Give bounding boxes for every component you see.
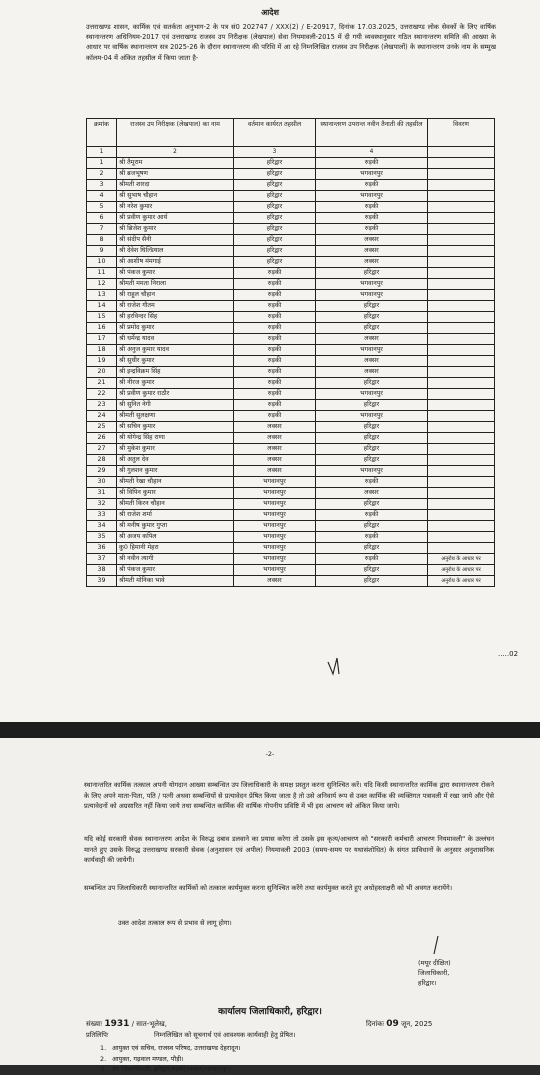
new-tehsil-cell: भगवानपुर bbox=[316, 411, 428, 422]
name-cell: श्री योगेन्द्र सिंह राणा bbox=[117, 433, 234, 444]
header-new-tehsil: स्थानान्तरण उपरान्त नवीन तैनाती की तहसील bbox=[316, 119, 428, 147]
colnum-4: 4 bbox=[316, 147, 428, 158]
serial-cell: 38 bbox=[87, 565, 117, 576]
current-tehsil-cell: रुड़की bbox=[234, 356, 316, 367]
serial-cell: 5 bbox=[87, 202, 117, 213]
name-cell: श्री राहुल चौहान bbox=[117, 290, 234, 301]
serial-cell: 15 bbox=[87, 312, 117, 323]
remarks-cell bbox=[428, 510, 495, 521]
name-cell: श्री सुभाष चौहान bbox=[117, 191, 234, 202]
remarks-cell bbox=[428, 356, 495, 367]
remarks-cell bbox=[428, 312, 495, 323]
remarks-cell bbox=[428, 323, 495, 334]
new-tehsil-cell: रुड़की bbox=[316, 202, 428, 213]
remarks-cell bbox=[428, 488, 495, 499]
current-tehsil-cell: हरिद्वार bbox=[234, 257, 316, 268]
current-tehsil-cell: भगवानपुर bbox=[234, 499, 316, 510]
current-tehsil-cell: हरिद्वार bbox=[234, 246, 316, 257]
header-remarks: विवरण bbox=[428, 119, 495, 147]
current-tehsil-cell: रुड़की bbox=[234, 378, 316, 389]
list-item: 2. आयुक्त, गढ़वाल मण्डल, पौड़ी। bbox=[100, 1054, 184, 1063]
serial-cell: 24 bbox=[87, 411, 117, 422]
instruction-paragraph-3: सम्बन्धित उप जिलाधिकारी स्थानान्तरित कार्मिकों को तत्काल कार्यमुक्त करना सुनिश्चित करेंगे तथा कार्यमुक्त करते हुए अधोहस्ताक्षरी को भी अवगत करायेंगे। bbox=[84, 884, 453, 892]
serial-cell: 19 bbox=[87, 356, 117, 367]
name-cell: श्री धर्मेन्द्र यादव bbox=[117, 334, 234, 345]
name-cell: श्री गुलशन कुमार bbox=[117, 466, 234, 477]
new-tehsil-cell: हरिद्वार bbox=[316, 444, 428, 455]
name-cell: श्रीमती सुलक्षणा bbox=[117, 411, 234, 422]
remarks-cell bbox=[428, 389, 495, 400]
new-tehsil-cell: हरिद्वार bbox=[316, 499, 428, 510]
current-tehsil-cell: लक्सर bbox=[234, 422, 316, 433]
remarks-cell bbox=[428, 334, 495, 345]
serial-cell: 30 bbox=[87, 477, 117, 488]
table-row bbox=[87, 411, 495, 422]
new-tehsil-cell: हरिद्वार bbox=[316, 433, 428, 444]
new-tehsil-cell: रुड़की bbox=[316, 532, 428, 543]
remarks-cell bbox=[428, 257, 495, 268]
current-tehsil-cell: भगवानपुर bbox=[234, 510, 316, 521]
serial-cell: 4 bbox=[87, 191, 117, 202]
next-page-reference: .....02 bbox=[498, 650, 519, 658]
current-tehsil-cell: भगवानपुर bbox=[234, 543, 316, 554]
name-cell: श्री नवीन त्यागी bbox=[117, 554, 234, 565]
table-row bbox=[87, 521, 495, 532]
remarks-cell bbox=[428, 224, 495, 235]
name-cell: श्री हरविन्दर सिंह bbox=[117, 312, 234, 323]
table-row bbox=[87, 224, 495, 235]
current-tehsil-cell: भगवानपुर bbox=[234, 477, 316, 488]
current-tehsil-cell: हरिद्वार bbox=[234, 158, 316, 169]
remarks-cell bbox=[428, 367, 495, 378]
table-row bbox=[87, 576, 495, 587]
page-number: -2- bbox=[265, 750, 275, 758]
new-tehsil-cell: लक्सर bbox=[316, 334, 428, 345]
name-cell: श्री संदीप सैनी bbox=[117, 235, 234, 246]
initial-tick-mark bbox=[325, 652, 347, 678]
current-tehsil-cell: लक्सर bbox=[234, 455, 316, 466]
name-cell: श्री सचिन कुमार bbox=[117, 422, 234, 433]
current-tehsil-cell: रुड़की bbox=[234, 411, 316, 422]
serial-cell: 22 bbox=[87, 389, 117, 400]
name-cell: श्री पंकज कुमार bbox=[117, 565, 234, 576]
table-row bbox=[87, 180, 495, 191]
new-tehsil-cell: रुड़की bbox=[316, 224, 428, 235]
table-row bbox=[87, 279, 495, 290]
new-tehsil-cell: हरिद्वार bbox=[316, 312, 428, 323]
table-row bbox=[87, 488, 495, 499]
remarks-cell bbox=[428, 235, 495, 246]
name-cell: श्री ब्रजभूषण bbox=[117, 169, 234, 180]
current-tehsil-cell: हरिद्वार bbox=[234, 213, 316, 224]
remarks-cell bbox=[428, 213, 495, 224]
reference-number: 1931 bbox=[104, 1019, 130, 1029]
remarks-cell bbox=[428, 411, 495, 422]
serial-cell: 16 bbox=[87, 323, 117, 334]
new-tehsil-cell: लक्सर bbox=[316, 235, 428, 246]
current-tehsil-cell: रुड़की bbox=[234, 334, 316, 345]
new-tehsil-cell: हरिद्वार bbox=[316, 521, 428, 532]
table-header-row bbox=[87, 119, 495, 147]
new-tehsil-cell: रुड़की bbox=[316, 554, 428, 565]
signatory-name: (मयूर दीक्षित) bbox=[418, 959, 451, 967]
current-tehsil-cell: रुड़की bbox=[234, 301, 316, 312]
new-tehsil-cell: हरिद्वार bbox=[316, 323, 428, 334]
name-cell: श्री अतुल देव bbox=[117, 455, 234, 466]
new-tehsil-cell: हरिद्वार bbox=[316, 378, 428, 389]
new-tehsil-cell: लक्सर bbox=[316, 246, 428, 257]
instruction-paragraph-4: उक्त आदेश तत्काल रूप से प्रभाव से लागू होगा। bbox=[118, 919, 232, 927]
transfer-table-body bbox=[87, 158, 495, 587]
remarks-cell bbox=[428, 455, 495, 466]
name-cell: श्रीमती रेखा चौहान bbox=[117, 477, 234, 488]
serial-cell: 23 bbox=[87, 400, 117, 411]
signatory-block bbox=[418, 958, 451, 988]
date-line bbox=[366, 1019, 432, 1029]
name-cell: श्री प्रवीण कुमार राठौर bbox=[117, 389, 234, 400]
new-tehsil-cell: भगवानपुर bbox=[316, 466, 428, 477]
current-tehsil-cell: लक्सर bbox=[234, 466, 316, 477]
column-number-row bbox=[87, 147, 495, 158]
table-row bbox=[87, 499, 495, 510]
serial-cell: 28 bbox=[87, 455, 117, 466]
copy-recipient-list bbox=[100, 1043, 241, 1075]
header-name: राजस्व उप निरीक्षक (लेखपाल) का नाम bbox=[117, 119, 234, 147]
reference-label: संख्याः bbox=[86, 1020, 103, 1028]
serial-cell: 17 bbox=[87, 334, 117, 345]
remarks-cell bbox=[428, 433, 495, 444]
serial-cell: 39 bbox=[87, 576, 117, 587]
current-tehsil-cell: रुड़की bbox=[234, 268, 316, 279]
table-row bbox=[87, 466, 495, 477]
reference-number-line bbox=[86, 1019, 167, 1029]
remarks-cell bbox=[428, 400, 495, 411]
serial-cell: 25 bbox=[87, 422, 117, 433]
name-cell: श्री तैमूराम bbox=[117, 158, 234, 169]
instruction-paragraph-1: स्थानान्तरित कार्मिक तत्काल अपनी योगदान आख्या सम्बन्धित उप जिलाधिकारी के समक्ष प्रस्तुत करना सुनिश्चित करें। यदि किसी स्थानान्तरित कार्मिक द्वारा स्थानान्तरण रोकने के लिए अपने माता-पिता, पति / पत्नी अथवा सम्बन्धियों से प्रत्यावेदन प्रेषित किया जाता है तो उसे अनिवार्य रूप से उक्त कार्मिक की व्यक्तिगत पत्रावली में रखा जाये और ऐसे प्रत्यावेदनों को अग्रसारित नहीं किया जाये तथा सम्बन्धित कार्मिक की वार्षिक गोपनीय प्रविष्टि में भी इस आचरण को अंकित किया जाये। bbox=[84, 781, 494, 811]
serial-cell: 21 bbox=[87, 378, 117, 389]
current-tehsil-cell: हरिद्वार bbox=[234, 169, 316, 180]
name-cell: श्री इन्द्रविक्रम सिंह bbox=[117, 367, 234, 378]
remarks-cell bbox=[428, 158, 495, 169]
serial-cell: 7 bbox=[87, 224, 117, 235]
order-page-2 bbox=[0, 738, 540, 1073]
name-cell: श्री नीरज कुमार bbox=[117, 378, 234, 389]
new-tehsil-cell: रुड़की bbox=[316, 477, 428, 488]
table-row bbox=[87, 235, 495, 246]
serial-cell: 1 bbox=[87, 158, 117, 169]
table-row bbox=[87, 312, 495, 323]
remarks-cell bbox=[428, 202, 495, 213]
serial-cell: 26 bbox=[87, 433, 117, 444]
remarks-cell bbox=[428, 345, 495, 356]
new-tehsil-cell: रुड़की bbox=[316, 158, 428, 169]
current-tehsil-cell: लक्सर bbox=[234, 433, 316, 444]
serial-cell: 27 bbox=[87, 444, 117, 455]
serial-cell: 34 bbox=[87, 521, 117, 532]
serial-cell: 32 bbox=[87, 499, 117, 510]
new-tehsil-cell: भगवानपुर bbox=[316, 169, 428, 180]
signature-mark bbox=[428, 934, 444, 956]
remarks-cell bbox=[428, 444, 495, 455]
table-row bbox=[87, 202, 495, 213]
table-row bbox=[87, 378, 495, 389]
new-tehsil-cell: हरिद्वार bbox=[316, 301, 428, 312]
remarks-cell: अनुरोध के आधार पर bbox=[428, 576, 495, 587]
serial-cell: 35 bbox=[87, 532, 117, 543]
name-cell: श्रीमती मोनिका भावे bbox=[117, 576, 234, 587]
current-tehsil-cell: हरिद्वार bbox=[234, 191, 316, 202]
current-tehsil-cell: भगवानपुर bbox=[234, 488, 316, 499]
office-title: कार्यालय जिलाधिकारी, हरिद्वार। bbox=[218, 1007, 322, 1017]
name-cell: श्रीमती शारदा bbox=[117, 180, 234, 191]
new-tehsil-cell: लक्सर bbox=[316, 356, 428, 367]
remarks-cell bbox=[428, 532, 495, 543]
table-row bbox=[87, 345, 495, 356]
order-title: आदेश bbox=[261, 8, 279, 17]
table-row bbox=[87, 565, 495, 576]
current-tehsil-cell: हरिद्वार bbox=[234, 180, 316, 191]
current-tehsil-cell: रुड़की bbox=[234, 400, 316, 411]
colnum-2: 2 bbox=[117, 147, 234, 158]
colnum-3: 3 bbox=[234, 147, 316, 158]
date-label: दिनांकः bbox=[366, 1020, 385, 1028]
current-tehsil-cell: रुड़की bbox=[234, 290, 316, 301]
serial-cell: 31 bbox=[87, 488, 117, 499]
serial-cell: 18 bbox=[87, 345, 117, 356]
transfer-table bbox=[86, 118, 495, 587]
current-tehsil-cell: हरिद्वार bbox=[234, 202, 316, 213]
serial-cell: 14 bbox=[87, 301, 117, 312]
table-row bbox=[87, 543, 495, 554]
name-cell: श्री नरेश कुमार bbox=[117, 202, 234, 213]
table-row bbox=[87, 268, 495, 279]
name-cell: श्री राजेश शर्मा bbox=[117, 510, 234, 521]
serial-cell: 33 bbox=[87, 510, 117, 521]
new-tehsil-cell: रुड़की bbox=[316, 510, 428, 521]
table-row bbox=[87, 191, 495, 202]
name-cell: श्री अजय कपिल bbox=[117, 532, 234, 543]
table-row bbox=[87, 422, 495, 433]
current-tehsil-cell: रुड़की bbox=[234, 389, 316, 400]
current-tehsil-cell: भगवानपुर bbox=[234, 565, 316, 576]
remarks-cell: अनुरोध के आधार पर bbox=[428, 554, 495, 565]
serial-cell: 2 bbox=[87, 169, 117, 180]
table-row bbox=[87, 433, 495, 444]
copy-intro: निम्नलिखित को सूचनार्थ एवं आवश्यक कार्यवाही हेतु प्रेषित। bbox=[154, 1031, 296, 1039]
table-row bbox=[87, 510, 495, 521]
table-row bbox=[87, 301, 495, 312]
header-serial: क्रमांक bbox=[87, 119, 117, 147]
name-cell: श्री प्रमोद कुमार bbox=[117, 323, 234, 334]
remarks-cell bbox=[428, 499, 495, 510]
current-tehsil-cell: हरिद्वार bbox=[234, 235, 316, 246]
current-tehsil-cell: लक्सर bbox=[234, 576, 316, 587]
current-tehsil-cell: रुड़की bbox=[234, 312, 316, 323]
table-row bbox=[87, 213, 495, 224]
name-cell: श्री प्रवीण कुमार आर्य bbox=[117, 213, 234, 224]
new-tehsil-cell: रुड़की bbox=[316, 180, 428, 191]
table-row bbox=[87, 257, 495, 268]
serial-cell: 3 bbox=[87, 180, 117, 191]
list-item: 1. आयुक्त एवं सचिव, राजस्व परिषद, उत्तराखण्ड देहरादून। bbox=[100, 1044, 241, 1052]
new-tehsil-cell: हरिद्वार bbox=[316, 455, 428, 466]
name-cell: श्रीमती ममता निराला bbox=[117, 279, 234, 290]
name-cell: श्री सुनित नेगी bbox=[117, 400, 234, 411]
signatory-place: हरिद्वार। bbox=[418, 979, 437, 987]
remarks-cell bbox=[428, 169, 495, 180]
date-day: 09 bbox=[386, 1019, 399, 1029]
remarks-cell bbox=[428, 279, 495, 290]
new-tehsil-cell: भगवानपुर bbox=[316, 345, 428, 356]
serial-cell: 9 bbox=[87, 246, 117, 257]
remarks-cell bbox=[428, 268, 495, 279]
current-tehsil-cell: रुड़की bbox=[234, 323, 316, 334]
name-cell: श्रीमती किरन चौहान bbox=[117, 499, 234, 510]
new-tehsil-cell: लक्सर bbox=[316, 257, 428, 268]
table-row bbox=[87, 400, 495, 411]
instruction-paragraph-2: यदि कोई सरकारी सेवक स्थानान्तरण आदेश के विरुद्ध दबाव डलवाने का प्रयास करेगा तो उसके इस कृत्य/आचरण को "सरकारी कर्मचारी आचरण नियमावली" के उल्लंघन मानते हुए उसके विरुद्ध उत्तराखण्ड सरकारी सेवक (अनुशासन एवं अपील) नियमावली 2003 (समय-समय पर यथासंशोधित) के संगत प्राविधानों के अनुसार अनुशासनिक कार्यवाही की जायेगी। bbox=[84, 835, 494, 865]
name-cell: श्री अनुज कुमार यादव bbox=[117, 345, 234, 356]
remarks-cell bbox=[428, 246, 495, 257]
colnum-5 bbox=[428, 147, 495, 158]
new-tehsil-cell: हरिद्वार bbox=[316, 268, 428, 279]
serial-cell: 11 bbox=[87, 268, 117, 279]
remarks-cell bbox=[428, 191, 495, 202]
new-tehsil-cell: लक्सर bbox=[316, 488, 428, 499]
order-intro-paragraph: उत्तराखण्ड शासन, कार्मिक एवं सतर्कता अनुभाग-2 के पत्र सं0 202747 / XXX(2) / E-20917, दिनांक 17.03.2025, उत्तराखण्ड लोक सेवकों के लिए वार्षिक स्थानान्तरण अधिनियम-2017 एवं उत्तराखण्ड राजस्व उप निरीक्षक (लेखपाल) सेवा नियमावली-2015 में दी गयी व्यवस्थानुसार गठित स्थानान्तरण समिति की आख्या के आधार पर वार्षिक स्थानान्तरण सत्र 2025-26 के दौरान स्थानान्तरण की परिधि में आ रहे निम्नलिखित राजस्व उप निरीक्षक (लेखपालों) के स्थानान्तरण उनके नाम के सम्मुख कॉलम-04 में अंकित तहसील में किया जाता है- bbox=[86, 23, 496, 62]
remarks-cell bbox=[428, 301, 495, 312]
remarks-cell: अनुरोध के आधार पर bbox=[428, 565, 495, 576]
serial-cell: 20 bbox=[87, 367, 117, 378]
new-tehsil-cell: भगवानपुर bbox=[316, 191, 428, 202]
new-tehsil-cell: हरिद्वार bbox=[316, 576, 428, 587]
name-cell: श्री देवेश घिल्डियाल bbox=[117, 246, 234, 257]
table-row bbox=[87, 455, 495, 466]
current-tehsil-cell: भगवानपुर bbox=[234, 521, 316, 532]
remarks-cell bbox=[428, 180, 495, 191]
current-tehsil-cell: रुड़की bbox=[234, 367, 316, 378]
serial-cell: 8 bbox=[87, 235, 117, 246]
colnum-1: 1 bbox=[87, 147, 117, 158]
table-row bbox=[87, 554, 495, 565]
current-tehsil-cell: रुड़की bbox=[234, 345, 316, 356]
current-tehsil-cell: हरिद्वार bbox=[234, 224, 316, 235]
new-tehsil-cell: रुड़की bbox=[316, 213, 428, 224]
table-row bbox=[87, 169, 495, 180]
name-cell: श्री ब्रिजेश कुमार bbox=[117, 224, 234, 235]
new-tehsil-cell: भगवानपुर bbox=[316, 389, 428, 400]
name-cell: श्री राजेश गौतम bbox=[117, 301, 234, 312]
reference-suffix: / सात-भूलेख, bbox=[131, 1020, 167, 1028]
new-tehsil-cell: लक्सर bbox=[316, 367, 428, 378]
remarks-cell bbox=[428, 290, 495, 301]
remarks-cell bbox=[428, 477, 495, 488]
new-tehsil-cell: हरिद्वार bbox=[316, 543, 428, 554]
header-current-tehsil: वर्तमान कार्यरत तहसील bbox=[234, 119, 316, 147]
table-row bbox=[87, 444, 495, 455]
table-row bbox=[87, 158, 495, 169]
table-row bbox=[87, 356, 495, 367]
serial-cell: 10 bbox=[87, 257, 117, 268]
name-cell: श्री सुधीर कुमार bbox=[117, 356, 234, 367]
remarks-cell bbox=[428, 422, 495, 433]
page-separator bbox=[0, 722, 540, 738]
table-row bbox=[87, 367, 495, 378]
remarks-cell bbox=[428, 378, 495, 389]
table-row bbox=[87, 246, 495, 257]
table-row bbox=[87, 290, 495, 301]
current-tehsil-cell: रुड़की bbox=[234, 279, 316, 290]
serial-cell: 12 bbox=[87, 279, 117, 290]
new-tehsil-cell: हरिद्वार bbox=[316, 400, 428, 411]
name-cell: श्री पंकज कुमार bbox=[117, 268, 234, 279]
current-tehsil-cell: भगवानपुर bbox=[234, 554, 316, 565]
name-cell: कु0 हिमानी मेहरा bbox=[117, 543, 234, 554]
serial-cell: 37 bbox=[87, 554, 117, 565]
remarks-cell bbox=[428, 466, 495, 477]
remarks-cell bbox=[428, 543, 495, 554]
name-cell: श्री मनीष कुमार गुप्ता bbox=[117, 521, 234, 532]
remarks-cell bbox=[428, 521, 495, 532]
new-tehsil-cell: भगवानपुर bbox=[316, 279, 428, 290]
serial-cell: 13 bbox=[87, 290, 117, 301]
date-month-year: जून, 2025 bbox=[401, 1020, 433, 1028]
table-row bbox=[87, 323, 495, 334]
table-row bbox=[87, 532, 495, 543]
name-cell: श्री मुकेश कुमार bbox=[117, 444, 234, 455]
table-row bbox=[87, 334, 495, 345]
list-item: 3. उप जिलाधिकारी, हरिद्वार/रुड़की/लक्सर/भगवानपुर। bbox=[100, 1065, 231, 1073]
name-cell: श्री विपिन कुमार bbox=[117, 488, 234, 499]
new-tehsil-cell: हरिद्वार bbox=[316, 422, 428, 433]
table-row bbox=[87, 389, 495, 400]
new-tehsil-cell: भगवानपुर bbox=[316, 290, 428, 301]
new-tehsil-cell: हरिद्वार bbox=[316, 565, 428, 576]
name-cell: श्री आशीष मंमगाई bbox=[117, 257, 234, 268]
serial-cell: 36 bbox=[87, 543, 117, 554]
signatory-designation: जिलाधिकारी, bbox=[418, 969, 450, 977]
table-row bbox=[87, 477, 495, 488]
current-tehsil-cell: भगवानपुर bbox=[234, 532, 316, 543]
serial-cell: 6 bbox=[87, 213, 117, 224]
serial-cell: 29 bbox=[87, 466, 117, 477]
current-tehsil-cell: लक्सर bbox=[234, 444, 316, 455]
copy-label: प्रतिलिपिः bbox=[86, 1031, 109, 1039]
